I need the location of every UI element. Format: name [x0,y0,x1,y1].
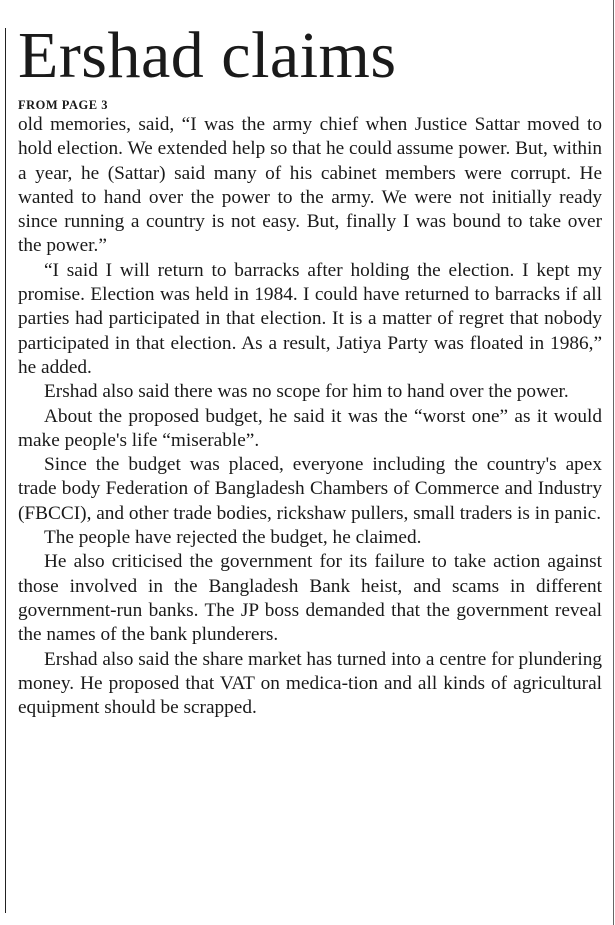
paragraph: old memories, said, “I was the army chief when Justice Sattar moved to hold election. We extended help so that he could assume power. But, within a year, he (Sattar) said many of his cabinet members were corrupt. He wanted to hand over the power to the army. We were not initially ready since running a country is not easy. But, finally I was bound to take over the power.” [18,114,602,257]
article [18,19,602,720]
paragraph: The people have rejected the budget, he claimed. [44,527,422,549]
paragraph: Ershad also said there was no scope for him to hand over the power. [44,381,569,403]
headline: Ershad claims [18,19,397,92]
paragraph: “I said I will return to barracks after holding the election. I kept my promise. Election was held in 1984. I could have returned to barracks if all parties had participated in that election. It is a matter of regret that nobody participated in that election. As a result, Jatiya Party was floated in 1986,” he added. [18,259,602,378]
jump-line: FROM PAGE 3 [18,98,108,112]
paragraph: He also criticised the government for its failure to take action against those involved in the Bangladesh Bank heist, and scams in different government-run banks. The JP boss demanded that the government reveal the names of the bank plunderers. [18,551,602,646]
column-rule-right [613,0,614,925]
column-rule-left [5,28,6,913]
paragraph: About the proposed budget, he said it was the “worst one” as it would make people's life “miserable”. [18,405,602,451]
article-body [18,113,602,720]
paragraph: Since the budget was placed, everyone including the country's apex trade body Federation of Bangladesh Chambers of Commerce and Industry (FBCCI), and other trade bodies, rickshaw pullers, small traders is in panic. [18,454,602,524]
paragraph: Ershad also said the share market has turned into a centre for plundering money. He proposed that VAT on medica-tion and all kinds of agricultural equipment should be scrapped. [18,648,602,719]
